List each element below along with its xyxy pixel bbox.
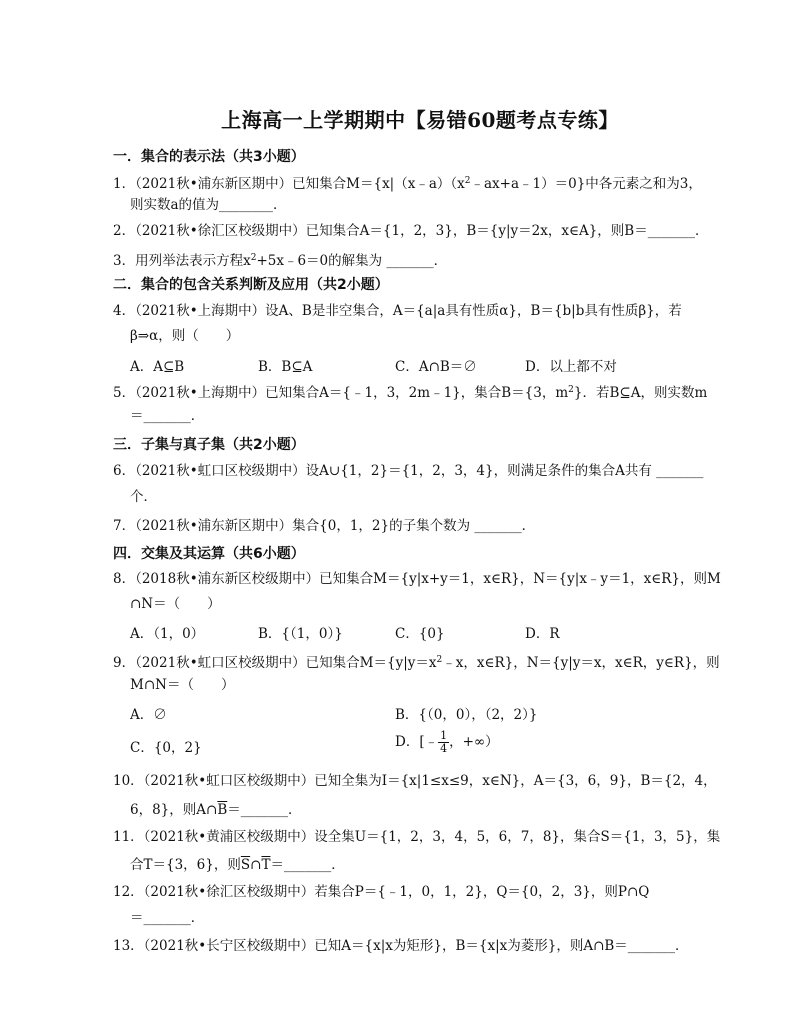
question-4-option-b: B．B⊆A bbox=[258, 359, 313, 375]
question-1-line-2: 则实数a的值为________． bbox=[130, 197, 287, 213]
question-5: 5．（2021秋•上海期中）已知集合A＝{﹣1，3，2m﹣1}，集合B＝{3，$m^2$}．若B⊆A，则实数m bbox=[113, 385, 708, 401]
question-8-option-d: D．R bbox=[525, 626, 560, 642]
question-10: 10．（2021秋•虹口区校级期中）已知全集为I＝{x|1≤x≤9，x∈N}，A＝{3，6，9}，B＝{2，4， bbox=[113, 773, 717, 789]
question-4: 4．（2021秋•上海期中）设A、B是非空集合，A＝{a|a具有性质α}，B＝{b|b具有性质β}，若 bbox=[113, 303, 682, 319]
question-8-option-c: C．{0} bbox=[395, 626, 445, 642]
question-4-option-a: A．A⊆B bbox=[130, 359, 185, 375]
question-9-option-b: B．{（0，0），（2，2）} bbox=[395, 707, 538, 723]
question-8-line-2: ∩N＝（ ） bbox=[130, 596, 221, 612]
question-10-line-2: 6，8}，则$A\cap\overline{B}=\_\_\_\_\_\_\_$． bbox=[130, 802, 302, 818]
question-5-line-2: ＝_______． bbox=[130, 408, 205, 424]
question-8-option-a: A．（1，0） bbox=[130, 626, 205, 642]
question-7: 7．（2021秋•浦东新区期中）集合{0，1，2}的子集个数为 _______． bbox=[113, 518, 536, 534]
question-1: 1．（2021秋•浦东新区期中）已知集合$M=\{x|(x﹣a)(x^2﹣ax+a﹣1)=0\}$中各元素之和为3， bbox=[113, 176, 702, 192]
question-12: 12．（2021秋•徐汇区校级期中）若集合P＝{﹣1，0，1，2}，Q＝{0，2，3}，则P∩Q bbox=[113, 884, 650, 900]
section-heading-2: 二．集合的包含关系判断及应用（共2小题） bbox=[113, 277, 389, 293]
question-6-line-2: 个． bbox=[130, 489, 157, 505]
question-9-option-d: D．[﹣ $\frac{1}{4}$ ，+∞） bbox=[395, 729, 499, 755]
question-2: 2．（2021秋•徐汇区校级期中）已知集合A＝{1，2，3}，B＝{y|y＝2x，x∈A}，则B＝_______． bbox=[113, 223, 709, 239]
question-11: 11．（2021秋•黄浦区校级期中）设全集U＝{1，2，3，4，5，6，7，8}，集合S＝{1，3，5}，集 bbox=[113, 829, 721, 845]
question-9-line-2: M∩N＝（ ） bbox=[130, 677, 235, 693]
question-4-line-2: β⇒α，则（ ） bbox=[130, 328, 240, 344]
question-8-option-b: B．{（1，0）} bbox=[258, 626, 343, 642]
section-heading-3: 三．子集与真子集（共2小题） bbox=[113, 437, 305, 453]
question-9: 9．（2021秋•虹口区校级期中）已知集合$M=\{y|y=x^2﹣x$，x∈R}，N＝{y|y＝x，x∈R，y∈R}，则 bbox=[113, 655, 720, 671]
section-heading-4: 四．交集及其运算（共6小题） bbox=[113, 546, 305, 562]
page-title: 上海高一上学期期中【易错60题考点专练】 bbox=[221, 108, 619, 132]
question-3: 3．用列举法表示方程$x^2+5x﹣6=0$的解集为 _______． bbox=[113, 253, 448, 269]
question-9-option-c: C．{0，2} bbox=[130, 740, 202, 756]
question-12-line-2: ＝_______． bbox=[130, 910, 205, 926]
section-heading-1: 一．集合的表示法（共3小题） bbox=[113, 149, 305, 165]
question-4-option-d: D．以上都不对 bbox=[525, 359, 617, 375]
fraction: $\frac{1}{4}$ bbox=[440, 729, 448, 755]
question-13: 13．（2021秋•长宁区校级期中）已知A＝{x|x为矩形}，B＝{x|x为菱形}，则A∩B＝_______． bbox=[113, 938, 689, 954]
question-4-option-c: C．A∩B＝∅ bbox=[395, 359, 477, 375]
question-11-line-2: 合T＝{3，6}，则$\overline{S}\cap\overline{T}=\_\_\_\_\_\_\_$． bbox=[130, 857, 345, 873]
question-9-option-a: A．∅ bbox=[130, 707, 167, 723]
question-6: 6．（2021秋•虹口区校级期中）设A∪{1，2}＝{1，2，3，4}，则满足条件的集合A共有 _______ bbox=[113, 463, 704, 479]
question-8: 8．（2018秋•浦东新区校级期中）已知集合M＝{y|x+y＝1，x∈R}，N＝{y|x﹣y＝1，x∈R}，则M bbox=[113, 571, 721, 587]
